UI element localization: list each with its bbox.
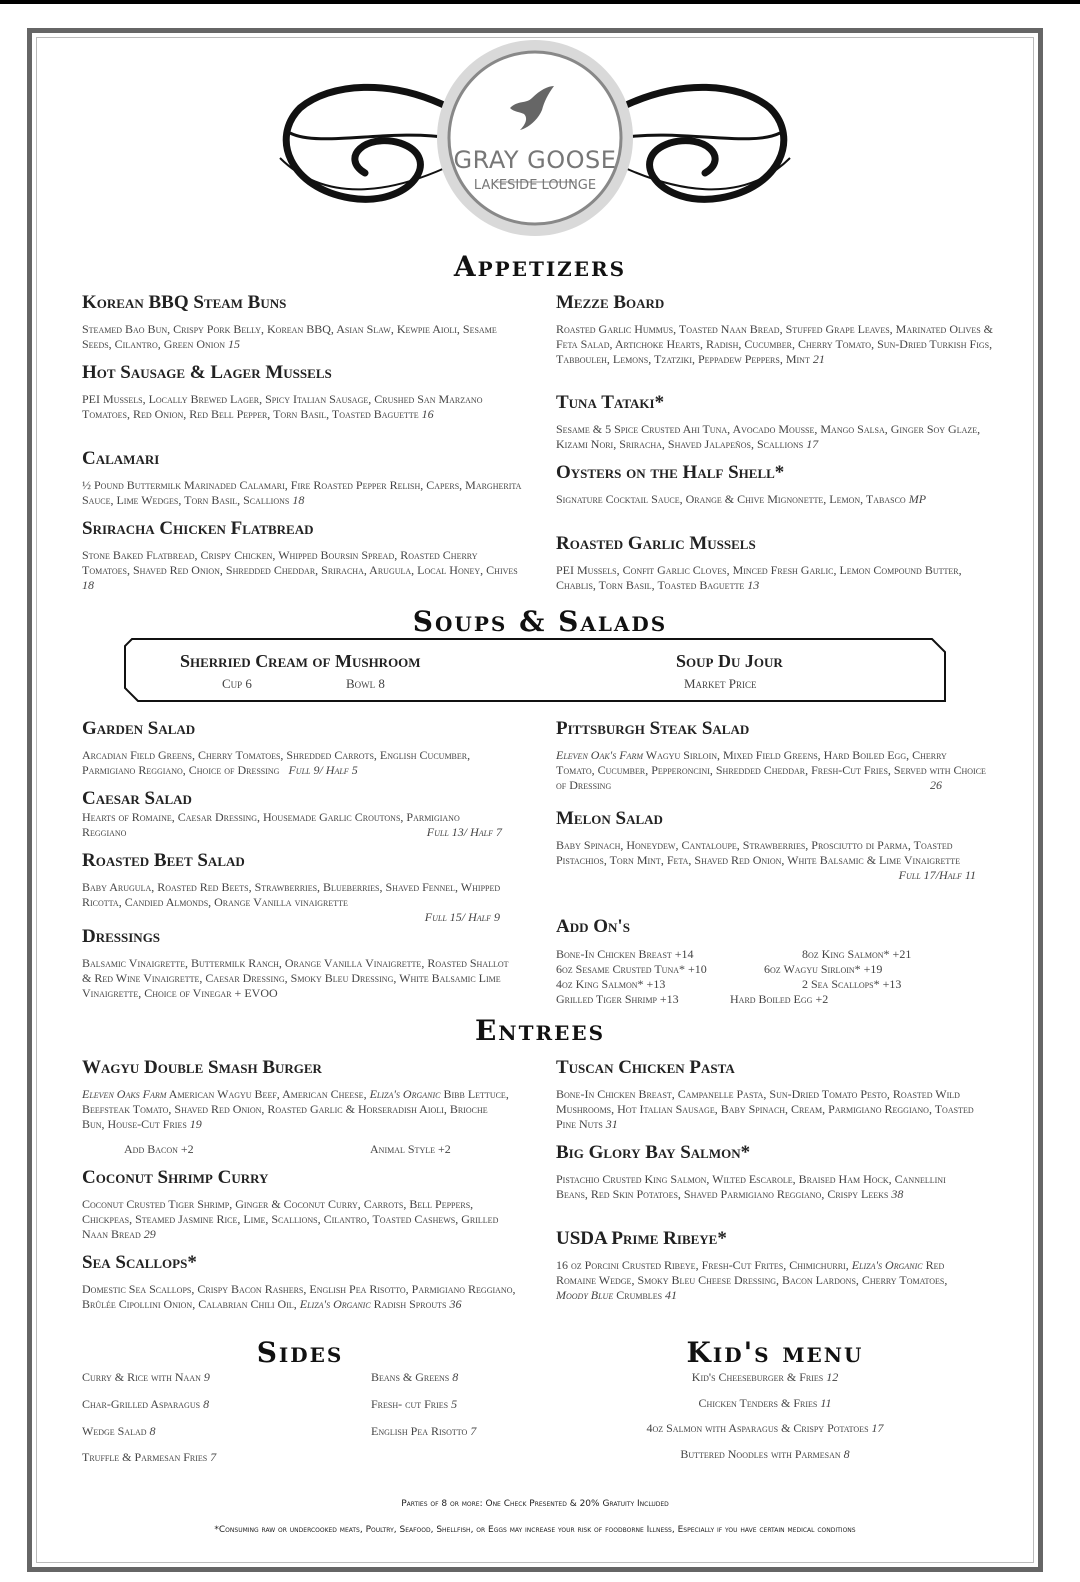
menu-item (82, 788, 502, 840)
menu-item (556, 1228, 976, 1303)
logo-flourish-icon (270, 38, 800, 248)
menu-item (82, 292, 522, 352)
side-item: Char-Grilled Asparagus 8 (82, 1397, 210, 1411)
soup-title: Sherried Cream of Mushroom (180, 651, 421, 671)
soup-price: Market Price (684, 676, 757, 691)
menu-item (82, 718, 522, 778)
item-title: Sea Scallops* (82, 1252, 197, 1273)
menu-item (556, 1057, 976, 1132)
item-title: Caesar Salad (82, 788, 192, 809)
item-description: Domestic Sea Scallops, Crispy Bacon Rashers, English Pea Risotto, Parmigiano Reggiano, Brûlée Cipollini Onion, Calabrian Chili Oil, Eliza's Organic Radish Sprouts 36 (82, 1282, 516, 1311)
addons (556, 916, 976, 938)
item-description: Steamed Bao Bun, Crispy Pork Belly, Korean BBQ, Asian Slaw, Kewpie Aioli, Sesame Seeds, Cilantro, Green Onion 15 (82, 322, 497, 351)
item-description: Signature Cocktail Sauce, Orange & Chive Mignonette, Lemon, Tabasco MP (556, 492, 927, 506)
menu-item (82, 518, 522, 593)
item-title: Garden Salad (82, 718, 196, 739)
item-description: PEI Mussels, Confit Garlic Cloves, Minced Fresh Garlic, Lemon Compound Butter, Chablis, Torn Basil, Toasted Baguette 13 (556, 563, 962, 592)
soups-salads-heading: Soups & Salads (412, 605, 668, 638)
item-title: Wagyu Double Smash Burger (82, 1057, 322, 1078)
item-description: Pistachio Crusted King Salmon, Wilted Escarole, Braised Ham Hock, Cannellini Beans, Red Skin Potatoes, Shaved Parmigiano Reggiano, Crispy Leeks 38 (556, 1172, 946, 1201)
addons-title: Add On's (556, 916, 630, 937)
side-item: Wedge Salad 8 (82, 1424, 156, 1438)
item-title: Melon Salad (556, 808, 663, 829)
addon-item: Grilled Tiger Shrimp +13 (556, 992, 679, 1006)
item-description: Coconut Crusted Tiger Shrimp, Ginger & Coconut Curry, Carrots, Bell Peppers, Chickpeas, Steamed Jasmine Rice, Lime, Scallions, Cilantro, Toasted Cashews, Grilled Naan Bread 29 (82, 1197, 499, 1241)
addon-item: 6oz Sesame Crusted Tuna* +10 (556, 962, 707, 976)
kids-item: 4oz Salmon with Asparagus & Crispy Potatoes 17 (646, 1421, 884, 1435)
item-title: Dressings (82, 926, 161, 947)
item-description: Eleven Oaks Farm American Wagyu Beef, American Cheese, Eliza's Organic Bibb Lettuce, Beefsteak Tomato, Shaved Red Onion, Roasted Garlic & Horseradish Aioli, Brioche Bun, House-Cut Fries 19 (82, 1087, 509, 1131)
kids-item: Kid's Cheeseburger & Fries 12 (691, 1370, 839, 1384)
kids-item: Chicken Tenders & Fries 11 (698, 1396, 832, 1410)
item-title: Roasted Garlic Mussels (556, 533, 756, 554)
soup-cup-price: Cup 6 (222, 676, 252, 691)
item-description: Bone-In Chicken Breast, Campanelle Pasta, Sun-Dried Tomato Pesto, Roasted Wild Mushrooms, Hot Italian Sausage, Baby Spinach, Cream, Parmigiano Reggiano, Toasted Pine Nuts 31 (556, 1087, 974, 1131)
addon-item: 4oz King Salmon* +13 (556, 977, 666, 991)
item-title: Calamari (82, 448, 160, 469)
addon-item: 8oz King Salmon* +21 (802, 947, 912, 961)
item-description: ½ Pound Buttermilk Marinaded Calamari, Fire Roasted Pepper Relish, Capers, Margherita Sauce, Lime Wedges, Torn Basil, Scallions 18 (82, 478, 522, 507)
menu-item (82, 1252, 522, 1312)
menu-item (556, 292, 996, 367)
menu-item (82, 362, 522, 422)
menu-item (556, 533, 996, 593)
sides-heading: Sides (256, 1336, 344, 1369)
consumption-warning: *Consuming raw or undercooked meats, Poultry, Seafood, Shellfish, or Eggs may increase your risk of foodborne Illness, Especially if you have certain medical conditions (214, 1525, 856, 1535)
item-description: Roasted Garlic Hummus, Toasted Naan Bread, Stuffed Grape Leaves, Marinated Olives & Feta Salad, Artichoke Hearts, Radish, Cucumber, Cherry Tomato, Sun-Dried Turkish Figs, Tabbouleh, Lemons, Tzatziki, Peppadew Peppers, Mint 21 (556, 322, 993, 366)
soup-title: Soup Du Jour (676, 651, 783, 671)
item-title: Sriracha Chicken Flatbread (82, 518, 314, 539)
item-title: Coconut Shrimp Curry (82, 1167, 269, 1188)
item-description: Balsamic Vinaigrette, Buttermilk Ranch, Orange Vanilla Vinaigrette, Roasted Shallot & Red Wine Vinaigrette, Caesar Dressing, Smoky Bleu Dressing, White Balsamic Lime Vinaigrette, Choice of Vinegar + EVOO (82, 956, 509, 1000)
side-item: Fresh- cut Fries 5 (371, 1397, 458, 1411)
item-title: Mezze Board (556, 292, 665, 313)
soup-box (124, 638, 946, 702)
menu-item (82, 1057, 512, 1132)
item-description: Sesame & 5 Spice Crusted Ahi Tuna, Avocado Mousse, Mango Salsa, Ginger Soy Glaze, Kizami Nori, Sriracha, Shaved Jalapeños, Scallions 17 (556, 422, 981, 451)
item-title: Tuscan Chicken Pasta (556, 1057, 735, 1078)
item-description: Eleven Oak's Farm Wagyu Sirloin, Mixed Field Greens, Hard Boiled Egg, Cherry Tomato, Cucumber, Pepperoncini, Shredded Cheddar, Fresh-Cut Fries, Served with Choice of Dressing 26 (556, 748, 986, 792)
kids-menu-heading: Kid's menu (686, 1336, 864, 1369)
item-description: Arcadian Field Greens, Cherry Tomatoes, Shredded Carrots, English Cucumber, Parmigiano Reggiano, Choice of Dressing Full 9/ Half 5 (82, 748, 471, 777)
entrees-heading: Entrees (474, 1014, 606, 1047)
item-title: Korean BBQ Steam Buns (82, 292, 287, 313)
item-description: Stone Baked Flatbread, Crispy Chicken, Whipped Boursin Spread, Roasted Cherry Tomatoes, Shaved Red Onion, Shredded Cheddar, Sriracha, Arugula, Local Honey, Chives 18 (82, 548, 518, 592)
logo-subtitle: LAKESIDE LOUNGE (473, 178, 597, 193)
top-rule (0, 0, 1080, 4)
menu-item (82, 448, 522, 508)
menu-item (82, 1167, 512, 1242)
gratuity-note: Parties of 8 or more: One Check Presented & 20% Gratuity Included (401, 1499, 669, 1509)
logo (270, 38, 800, 248)
item-description: Baby Spinach, Honeydew, Cantaloupe, Strawberries, Prosciutto di Parma, Toasted Pistachios, Torn Mint, Feta, Shaved Red Onion, White Balsamic & Lime Vinaigrette Full 17/Half 11 (556, 838, 976, 882)
logo-title: GRAY GOOSE (453, 146, 617, 174)
item-title: Big Glory Bay Salmon* (556, 1142, 751, 1163)
side-item: Beans & Greens 8 (371, 1370, 459, 1384)
item-description: 16 oz Porcini Crusted Ribeye, Fresh-Cut Frites, Chimichurri, Eliza's Organic Red Romaine Wedge, Smoky Bleu Cheese Dressing, Bacon Lardons, Cherry Tomatoes, Moody Blue Crumbles 41 (556, 1258, 948, 1302)
menu-item (556, 392, 996, 452)
item-title: Pittsburgh Steak Salad (556, 718, 750, 739)
addon-item: 6oz Wagyu Sirloin* +19 (764, 962, 883, 976)
item-title: Tuna Tataki* (556, 392, 665, 413)
menu-item (556, 1142, 976, 1202)
menu-item (556, 462, 996, 507)
menu-item (556, 718, 986, 793)
kids-item: Buttered Noodles with Parmesan 8 (680, 1447, 850, 1461)
item-title: USDA Prime Ribeye* (556, 1228, 727, 1249)
item-title: Oysters on the Half Shell* (556, 462, 785, 483)
soup-bowl-price: Bowl 8 (346, 676, 385, 691)
item-title: Roasted Beet Salad (82, 850, 245, 871)
item-description: Baby Arugula, Roasted Red Beets, Strawberries, Blueberries, Shaved Fennel, Whipped Ricotta, Candied Almonds, Orange Vanilla vinaigrette Full 15/ Half 9 (82, 880, 501, 924)
addon-item: Bone-In Chicken Breast +14 (556, 947, 694, 961)
menu-item (556, 808, 976, 883)
item-description: PEI Mussels, Locally Brewed Lager, Spicy Italian Sausage, Crushed San Marzano Tomatoes, Red Onion, Red Bell Pepper, Torn Basil, Toasted Baguette 16 (82, 392, 483, 421)
addon-item: Hard Boiled Egg +2 (730, 992, 829, 1006)
addon-item: 2 Sea Scallops* +13 (802, 977, 902, 991)
item-description: Hearts of Romaine, Caesar Dressing, Housemade Garlic Croutons, Parmigiano Reggiano Full 13/ Half 7 (82, 810, 502, 839)
item-extra: Animal Style +2 (370, 1142, 451, 1156)
item-title: Hot Sausage & Lager Mussels (82, 362, 332, 383)
appetizers-heading: Appetizers (453, 250, 627, 283)
item-extra: Add Bacon +2 (124, 1142, 194, 1156)
menu-item (82, 926, 512, 1001)
side-item: Curry & Rice with Naan 9 (82, 1370, 210, 1384)
side-item: Truffle & Parmesan Fries 7 (82, 1450, 217, 1464)
side-item: English Pea Risotto 7 (371, 1424, 477, 1438)
menu-item (82, 850, 512, 925)
